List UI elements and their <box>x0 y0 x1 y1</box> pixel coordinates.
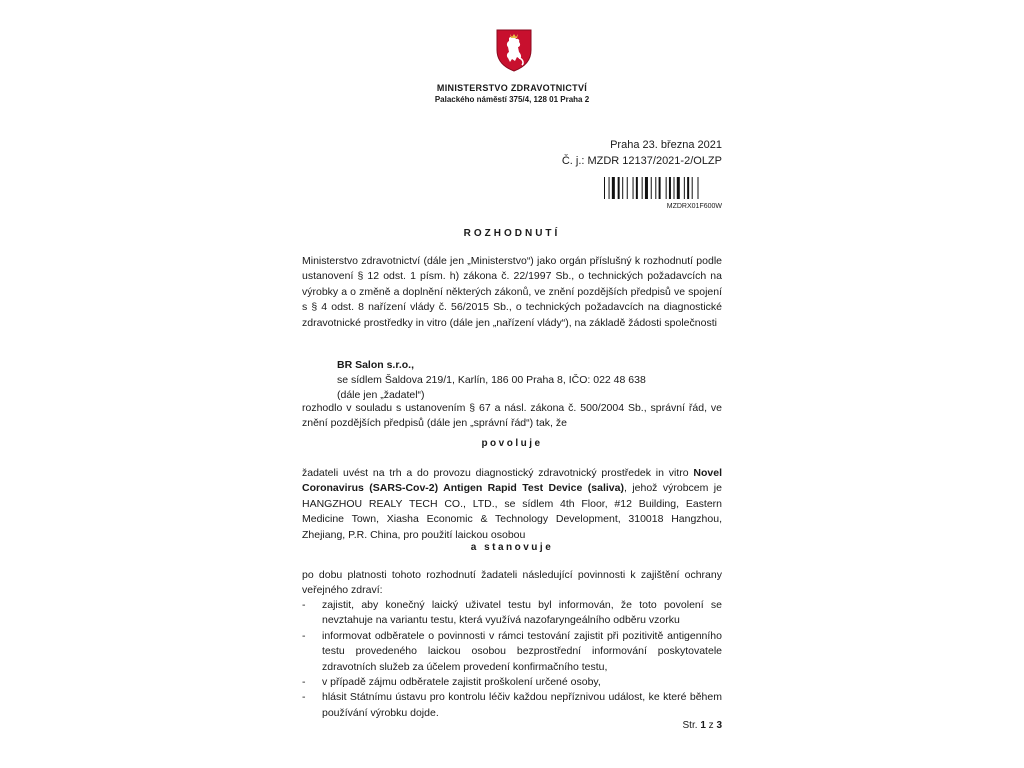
permission-text-post: , jehož výrobcem je HANGZHOU REALY TECH CO., LTD., se sídlem 4th Floor, #12 Building, Eastern Medicine Town, Xiasha Economic & Technology Development, 310018 Hangzhou, Zhejiang, P.R. China, pro použití laickou osobou <box>302 482 722 541</box>
applicant-alias: (dále jen „žadatel“) <box>337 389 425 401</box>
applicant-name: BR Salon s.r.o., <box>337 359 415 371</box>
page-total: 3 <box>716 720 722 731</box>
obligation-text: hlásit Státnímu ústavu pro kontrolu léčiv každou nepříznivou událost, ke které během používání výrobku dojde. <box>322 691 722 719</box>
page-separator: z <box>708 720 714 731</box>
barcode-icon <box>604 177 722 199</box>
list-dash: - <box>302 599 306 611</box>
obligations-list <box>302 598 722 721</box>
reference-number: Č. j.: MZDR 12137/2021-2/OLZP <box>561 155 722 167</box>
list-item <box>302 690 722 721</box>
list-dash: - <box>302 691 306 704</box>
list-dash: - <box>302 629 306 642</box>
permission-text-pre: žadateli uvést na trh a do provozu diagnostický zdravotnický prostředek in vitro <box>302 467 694 479</box>
page-label: Str. <box>682 720 698 731</box>
list-dash: - <box>302 676 306 689</box>
ministry-address: Palackého náměstí 375/4, 128 01 Praha 2 <box>434 95 590 104</box>
page-current: 1 <box>700 720 706 731</box>
permission-paragraph <box>302 466 722 543</box>
applicant-address: se sídlem Šaldova 219/1, Karlín, 186 00 Praha 8, IČO: 022 48 638 <box>337 374 646 386</box>
intro-paragraph: Ministerstvo zdravotnictví (dále jen „Ministerstvo“) jako orgán příslušný k rozhodnutí podle ustanovení § 12 odst. 1 písm. h) zákona č. 22/1997 Sb., o technických požadavcích na výrobky a o změně a doplnění některých zákonů, ve znění pozdějších předpisů ve spojení s § 4 odst. 8 nařízení vlády č. 56/2015 Sb., o technických požadavcích na diagnostické zdravotnické prostředky in vitro (dále jen „nařízení vlády“), na základě žádosti společnosti <box>302 255 722 329</box>
obligation-text: informovat odběratele o povinnosti v rámci testování zajistit při pozitivitě antigenního testu provedeného laickou osobou bezprostřední informování poskytovatele zdravotních služeb za účelem provedení konfirmačního testu, <box>322 629 722 673</box>
place-date: Praha 23. března 2021 <box>610 139 722 151</box>
decision-paragraph: rozhodlo v souladu s ustanovením § 67 a násl. zákona č. 500/2004 Sb., správní řád, ve znění pozdějších předpisů (dále jen „správní řád“) tak, že <box>302 402 722 430</box>
barcode-text: MZDRX01F600W <box>666 203 722 210</box>
obligation-text: zajistit, aby konečný laický uživatel testu byl informován, že toto povolení se nevztahuje na variantu testu, která využívá nazofaryngeálního odběru vzorku <box>322 599 722 627</box>
list-item <box>302 629 722 675</box>
page-number <box>683 720 722 731</box>
list-item <box>302 675 722 690</box>
product-name: Novel Coronavirus (SARS-Cov-2) Antigen Rapid Test Device (saliva) <box>302 467 722 495</box>
obligations-intro: po dobu platnosti tohoto rozhodnutí žadateli následující povinnosti k zajištění ochrany veřejného zdraví: <box>302 569 722 597</box>
obligation-text: v případě zájmu odběratele zajistit proškolení určené osoby, <box>322 676 601 689</box>
ministry-name: MINISTERSTVO ZDRAVOTNICTVÍ <box>436 83 588 93</box>
list-item <box>302 598 722 629</box>
czech-coat-of-arms-icon <box>495 28 533 72</box>
permits-heading: povoluje <box>481 438 543 449</box>
document-title: ROZHODNUTÍ <box>463 228 561 239</box>
stipulates-heading: a stanovuje <box>470 542 554 553</box>
